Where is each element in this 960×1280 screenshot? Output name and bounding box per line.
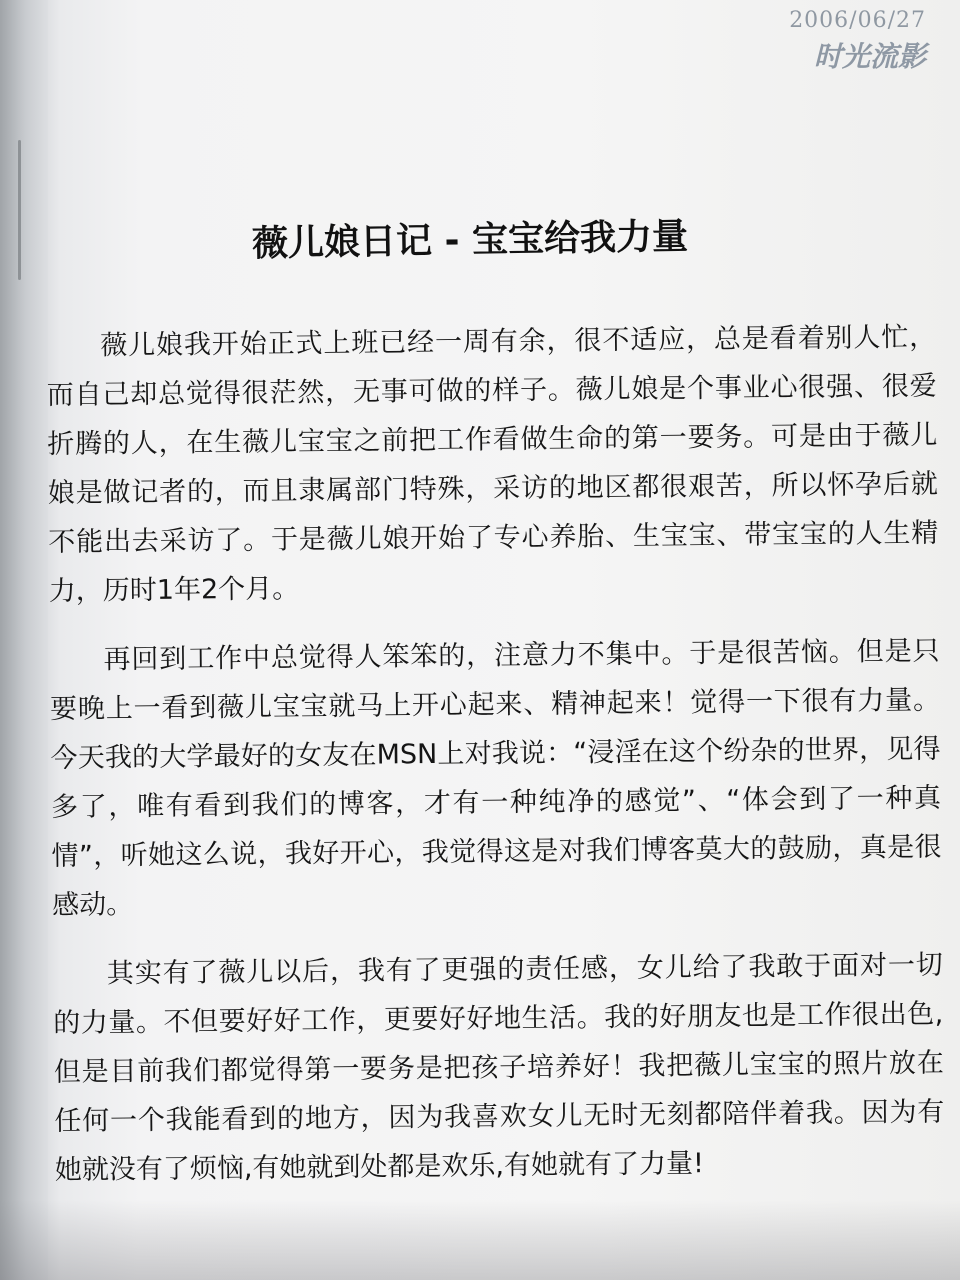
paragraph-1: 薇儿娘我开始正式上班已经一周有余，很不适应，总是看着别人忙，而自己却总觉得很茫然，无事可做的样子。薇儿娘是个事业心很强、很爱折腾的人，在生薇儿宝宝之前把工作看做生命的第一要务。可是由于薇儿娘是做记者的，而且隶属部门特殊，采访的地区都很艰苦，所以怀孕后就不能出去采访了。于是薇儿娘开始了专心养胎、生宝宝、带宝宝的人生精力，历时1年2个月。 — [46, 321, 939, 607]
printed-page — [40, 0, 945, 1280]
binding-crease — [18, 140, 21, 280]
paragraph-2: 再回到工作中总觉得人笨笨的，注意力不集中。于是很苦恼。但是只要晚上一看到薇儿宝宝就马上开心起来、精神起来！觉得一下很有力量。今天我的大学最好的女友在MSN上对我说：“浸淫在这个纷杂的世界，见得多了，唯有看到我们的博客，才有一种纯净的感觉”、“体会到了一种真情”，听她这么说，我好开心，我觉得这是对我们博客莫大的鼓励，真是很感动。 — [49, 635, 942, 921]
bottom-shadow — [0, 1200, 960, 1280]
article-title: 薇儿娘日记 - 宝宝给我力量 — [251, 216, 689, 265]
paragraph-3: 其实有了薇儿以后，我有了更强的责任感，女儿给了我敢于面对一切的力量。不但要好好工作，更要好好地生活。我的好朋友也是工作很出色,但是目前我们都觉得第一要务是把孩子培养好！我把薇儿宝宝的照片放在任何一个我能看到的地方，因为我喜欢女儿无时无刻都陪伴着我。因为有她就没有了烦恼,有她就到处都是欢乐,有她就有了力量! — [53, 949, 945, 1186]
watermark-date: 2006/06/27 — [789, 8, 926, 33]
watermark — [789, 8, 926, 75]
watermark-logo: 时光流影 — [813, 40, 926, 73]
article-body — [46, 313, 945, 1215]
